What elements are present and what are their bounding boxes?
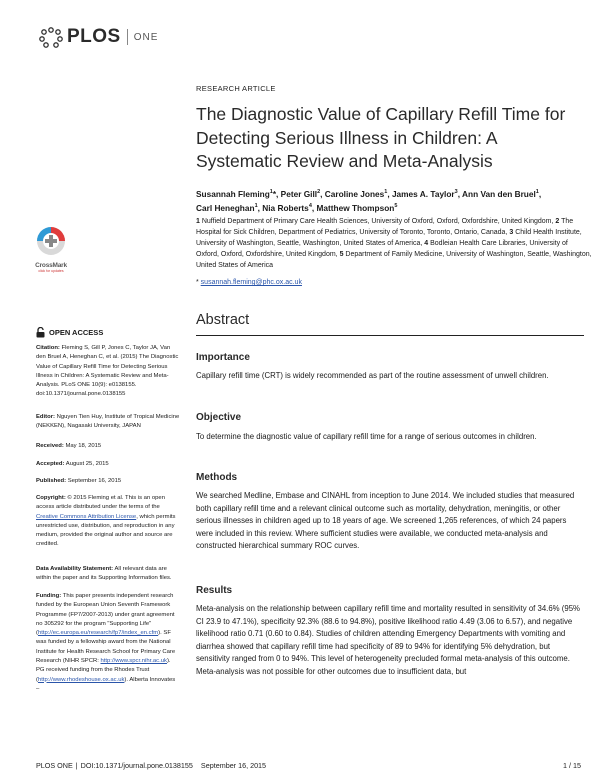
author-affil-sup: 3 (454, 189, 458, 195)
accepted-text: August 25, 2015 (64, 461, 109, 467)
author-separator: , (538, 188, 542, 199)
author-name[interactable]: , Caroline Jones (320, 188, 385, 199)
abstract-rule (196, 335, 584, 336)
citation-text: Fleming S, Gill P, Jones C, Taylor JA, Van den Bruel A, Heneghan C, et al. (2015) The Diagnostic Value of Capillary Refill Time for Detecting Serious Illness in Children: A Systematic Review and Meta-Analysis. PLoS ONE 10(9): e0138155. doi:10.1371/journal.pone.0138155 (36, 345, 179, 398)
editor-block (36, 413, 180, 432)
author-affil-sup: 1 (254, 203, 258, 210)
funding-label: Funding: (36, 593, 62, 599)
received-block (36, 442, 180, 451)
data-availability-text: All relevant data are within the paper and its Supporting Information files. (36, 566, 172, 582)
objective-heading: Objective (196, 412, 242, 423)
affil-number: 1 (196, 218, 200, 225)
affil-text: Nuffield Department of Primary Care Health Sciences, University of Oxford, Oxford, Oxfordshire, United Kingdom, (199, 218, 556, 225)
copyright-text: , which permits unrestricted use, distribution, and reproduction in any medium, provided the original author and source are credited. (36, 513, 176, 548)
affil-text: Child Health Institute, University of Washington, Seattle, Washington, United States of America, (196, 229, 582, 247)
funding-text: This paper presents independent research funded by the European Union Seventh Framework Programme (FP7/2007-2013) under grant agreement no 305292 for the program "Supporting Life" ( (36, 593, 175, 637)
crossmark-badge[interactable] (34, 226, 68, 273)
funding-text: ). PG received funding from the Rhodes Trust ( (36, 658, 171, 683)
page-footer (36, 761, 581, 770)
received-label: Received: (36, 443, 64, 449)
published-label: Published: (36, 478, 67, 484)
methods-heading: Methods (196, 472, 238, 483)
crossmark-sub: click for updates (38, 269, 64, 273)
editor-text: Nguyen Tien Huy, Institute of Tropical Medicine (NEKKEN), Nagasaki University, JAPAN (36, 414, 180, 430)
citation-label: Citation: (36, 345, 60, 351)
logo-divider (127, 29, 128, 45)
funding-link[interactable]: http://ec.europa.eu/research/fp7/index_en.cfm (37, 630, 159, 637)
importance-text: Capillary refill time (CRT) is widely recommended as part of the routine assessment of unwell children. (196, 371, 549, 380)
footer-date: September 16, 2015 (200, 761, 267, 770)
article-type: RESEARCH ARTICLE (196, 84, 276, 93)
author-name[interactable]: , Matthew Thompson (311, 203, 395, 214)
received-text: May 18, 2015 (63, 443, 102, 449)
footer-left (36, 761, 274, 770)
affiliations (196, 216, 592, 271)
author-name[interactable]: , Ann Van den Bruel (457, 188, 536, 199)
license-link[interactable]: Creative Commons Attribution License (36, 513, 137, 520)
affil-text: The Hospital for Sick Children, Department of Pediatrics, University of Toronto, Toronto, Ontario, Canada, (196, 218, 574, 236)
copyright-block (36, 494, 180, 550)
objective-text: To determine the diagnostic value of capillary refill time for a range of serious outcomes in children. (196, 432, 537, 441)
author-line-1 (196, 186, 596, 200)
citation-block (36, 344, 180, 400)
footer-doi[interactable]: DOI:10.1371/journal.pone.0138155 (80, 761, 193, 770)
affil-number: 4 (424, 240, 429, 247)
affil-number: 5 (339, 251, 344, 258)
results-heading: Results (196, 585, 233, 596)
open-access-badge (36, 327, 103, 338)
author-affil-sup: 2 (317, 189, 321, 195)
funding-text: ). SF was funded by a fellowship award from the National Institute for Health Research School for Primary Care Research (NIHR SPCR: (36, 630, 176, 665)
author-line-2 (196, 200, 596, 214)
logo-plos: PLOS (67, 26, 121, 47)
abstract-heading: Abstract (196, 312, 250, 328)
author-name[interactable]: Susannah Fleming (196, 188, 270, 199)
author-affil-sup: 4 (308, 203, 312, 210)
accepted-block (36, 460, 180, 469)
page-number: 1 / 15 (563, 761, 581, 770)
email-link[interactable]: susannah.fleming@phc.ox.ac.uk (200, 279, 302, 286)
published-block (36, 477, 180, 486)
open-access-label: OPEN ACCESS (49, 328, 104, 337)
data-availability-label: Data Availability Statement: (36, 566, 114, 572)
accepted-label: Accepted: (36, 461, 65, 467)
plos-dots-icon (38, 26, 64, 48)
results-text: Meta-analysis on the relationship between capillary refill time and mortality resulted in sensitivity of 34.6% (95% CI 23.9 to 47.1%), specificity 92.3% (88.6 to 94.8%), positive likelihood ratio 4.49 (3.06 to 6.57), and negative likelihood ratio 0.71 (0.60 to 0.84). Studies of children attending Emergency Departments with vomiting and diarrhea showed that capillary refill time had specificity of 89 to 94% for identifying 5% dehydration, but sensitivity ranged from 0 to 94%. This level of heterogeneity precluded formal meta-analysis of this outcome. Meta-analysis was not possible for other outcomes due to insufficient data, but (196, 604, 580, 676)
importance-heading: Importance (196, 352, 250, 363)
author-name[interactable]: , Nia Roberts (257, 203, 309, 214)
funding-link[interactable]: http://www.rhodeshouse.ox.ac.uk (37, 676, 125, 683)
affil-text: Department of Family Medicine, University of Washington, Seattle, Washington, United States of America (196, 251, 592, 269)
published-text: September 16, 2015 (66, 478, 122, 484)
affil-number: 2 (555, 218, 560, 225)
author-affil-sup: 1 (535, 189, 539, 195)
footer-sep: | (75, 761, 78, 770)
article-title: The Diagnostic Value of Capillary Refill Time for Detecting Serious Illness in Children: A Systematic Review and Meta-Analysis (196, 104, 566, 171)
copyright-label: Copyright: (36, 495, 66, 501)
author-affil-sup: 5 (394, 203, 398, 210)
methods-text: We searched Medline, Embase and CINAHL from inception to June 2014. We included studies that measured both capillary refill time and a relevant clinical outcome such as mortality, dehydration, meningitis, or other serious illnesses in children aged up to 18 years of age. We screened 1,265 references, of which 24 papers were included in this review. Where sufficient studies were available, we conducted meta-analysis and constructed hierarchical summary ROC curves. (196, 491, 575, 551)
funding-link[interactable]: http://www.spcr.nihr.ac.uk (100, 658, 167, 665)
author-affil-sup: 1 (384, 189, 388, 195)
data-availability-block (36, 565, 180, 584)
footer-journal: PLOS ONE (36, 761, 73, 770)
copyright-text: © 2015 Fleming et al. This is an open access article distributed under the terms of the (36, 495, 165, 511)
editor-label: Editor: (36, 414, 55, 420)
funding-text: ). Alberta Innovates – (36, 676, 176, 692)
author-name[interactable]: *, Peter Gill (272, 188, 318, 199)
crossmark-label: CrossMark (35, 262, 67, 269)
corresponding-email (196, 279, 302, 286)
author-list (196, 186, 596, 215)
author-name[interactable]: Carl Heneghan (196, 203, 255, 214)
affil-text: Bodleian Health Care Libraries, University of Oxford, Oxford, Oxfordshire, United Kingdom, (196, 240, 568, 258)
logo-journal: ONE (133, 31, 159, 43)
affil-number: 3 (509, 229, 514, 236)
crossmark-icon (36, 226, 66, 256)
author-affil-sup: 1 (269, 189, 273, 195)
open-lock-icon (36, 327, 45, 338)
email-star: * (196, 279, 201, 286)
author-name[interactable]: , James A. Taylor (387, 188, 455, 199)
plos-one-logo[interactable] (38, 26, 158, 48)
funding-block (36, 592, 180, 694)
